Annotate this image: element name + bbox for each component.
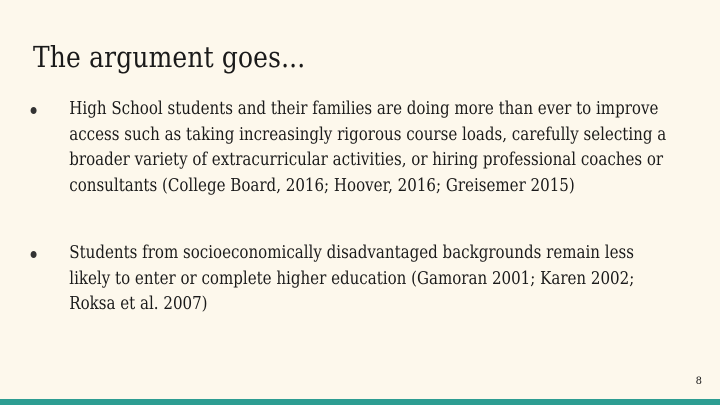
slide-title: The argument goes...	[33, 40, 306, 74]
bullet-line: access such as taking increasingly rigorous course loads, carefully selecting a	[69, 124, 667, 145]
bullet-line: Students from socioeconomically disadvantaged backgrounds remain less	[69, 243, 634, 263]
accent-bar	[0, 399, 720, 405]
bullet-item	[28, 241, 688, 318]
bullet-list	[28, 97, 708, 318]
bullet-dot-icon	[31, 251, 37, 258]
bullet-line: consultants (College Board, 2016; Hoover, 2016; Greisemer 2015)	[69, 175, 575, 196]
bullet-line: likely to enter or complete higher education (Gamoran 2001; Karen 2002;	[69, 268, 635, 289]
page-number: 8	[695, 376, 702, 387]
bullet-dot-icon	[31, 107, 37, 114]
bullet-line: Roksa et al. 2007)	[69, 294, 208, 314]
bullet-item	[28, 97, 688, 199]
bullet-line: broader variety of extracurricular activities, or hiring professional coaches or	[69, 150, 664, 170]
bullet-line: High School students and their families are doing more than ever to improve	[69, 99, 659, 119]
